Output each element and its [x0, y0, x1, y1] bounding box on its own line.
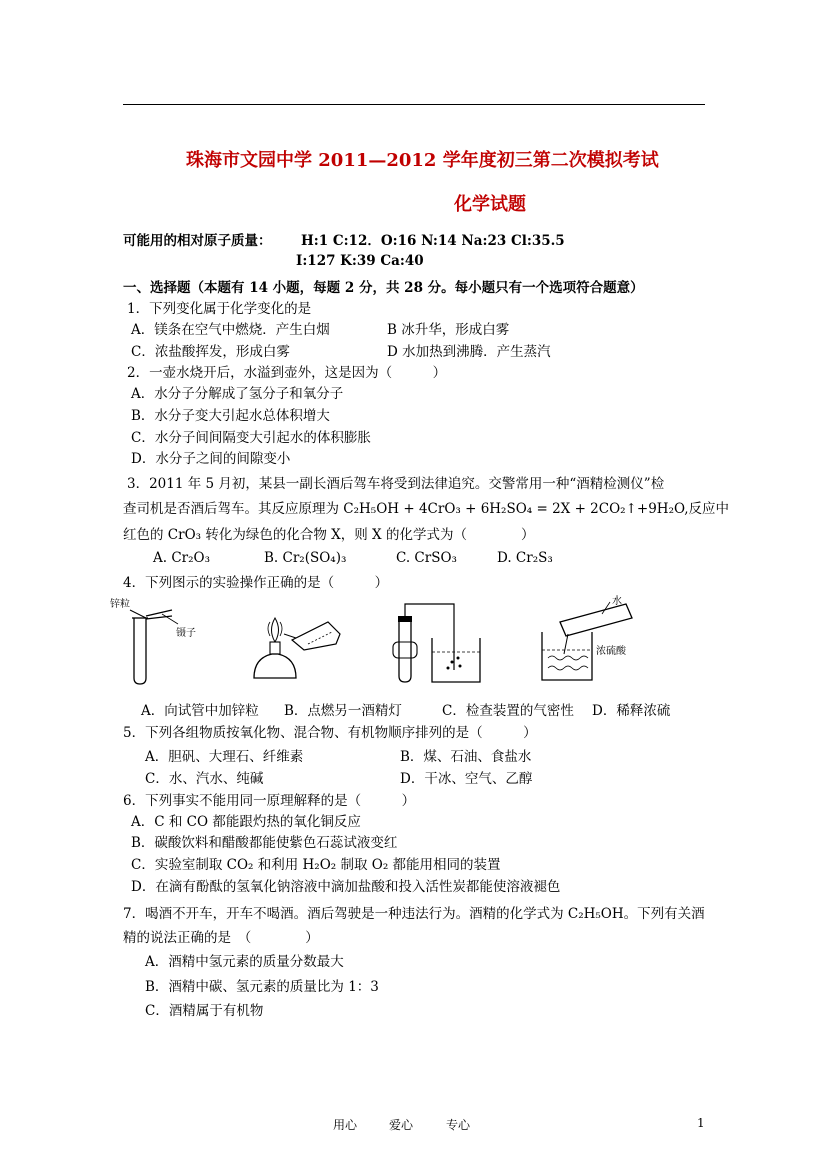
figure-d-dilute-acid — [528, 594, 668, 688]
q2-option-c: C．水分子间间隔变大引起水的体积膨胀 — [131, 430, 371, 446]
q7-line2: 精的说法正确的是 （ ） — [123, 930, 319, 946]
q6-option-a: A．C 和 CO 都能跟灼热的氧化铜反应 — [131, 814, 361, 830]
q1-option-a: A．镁条在空气中燃烧．产生白烟 — [131, 322, 330, 338]
atomic-mass-line2: I:127 K:39 Ca:40 — [296, 253, 424, 269]
header-rule — [123, 104, 705, 105]
atomic-mass-line1: H:1 C:12．O:16 N:14 Na:23 Cl:35.5 — [301, 233, 565, 249]
q3-option-b: B. Cr₂(SO₄)₃ — [264, 550, 347, 566]
tweezers-label: 镊子 — [176, 628, 196, 639]
q5-option-d: D．干冰、空气、乙醇 — [400, 771, 533, 787]
q4-option-a: A．向试管中加锌粒 — [141, 703, 259, 719]
q4-option-b: B．点燃另一酒精灯 — [284, 703, 402, 719]
figure-a-zinc-tube — [110, 596, 210, 688]
q4-stem: 4．下列图示的实验操作正确的是（ ） — [123, 575, 389, 591]
zinc-label: 锌粒 — [110, 599, 130, 610]
exam-title: 珠海市文园中学 2011—2012 学年度初三第二次模拟考试 — [186, 150, 659, 171]
q1-stem: 1．下列变化属于化学变化的是 — [127, 301, 312, 317]
q6-option-d: D．在滴有酚酞的氢氧化钠溶液中滴加盐酸和投入活性炭都能使溶液褪色 — [131, 879, 561, 895]
q7-option-b: B．酒精中碳、氢元素的质量比为 1：3 — [145, 979, 379, 995]
q2-option-b: B．水分子变大引起水总体积增大 — [131, 408, 330, 424]
footer-slogan-2: 爱心 — [389, 1118, 414, 1132]
q1-option-d: D 水加热到沸腾．产生蒸汽 — [387, 344, 551, 360]
q3-line3: 红色的 CrO₃ 转化为绿色的化合物 X，则 X 的化学式为（ ） — [123, 527, 535, 543]
q7-option-a: A．酒精中氢元素的质量分数最大 — [145, 954, 344, 970]
footer-slogan-1: 用心 — [333, 1118, 358, 1132]
q1-option-b: B 冰升华，形成白雾 — [387, 322, 510, 338]
q4-option-d: D．稀释浓硫 — [592, 703, 671, 719]
q7-option-c: C．酒精属于有机物 — [145, 1003, 264, 1019]
figure-b-alcohol-lamps — [248, 600, 348, 688]
q3-line1: 3．2011 年 5 月初，某县一副长酒后驾车将受到法律追究。交警常用一种“酒精检测仪”检 — [127, 476, 665, 492]
q2-option-a: A．水分子分解成了氢分子和氧分子 — [131, 386, 344, 402]
q3-option-d: D. Cr₂S₃ — [497, 550, 553, 566]
q3-line2: 查司机是否酒后驾车。其反应原理为 C₂H₅OH + 4CrO₃ + 6H₂SO₄ = 2X + 2CO₂↑+9H₂O,反应中 — [123, 501, 730, 517]
water-label: 水 — [612, 596, 622, 607]
q5-option-a: A．胆矾、大理石、纤维素 — [145, 749, 304, 765]
q7-line1: 7．喝酒不开车，开车不喝酒。酒后驾驶是一种违法行为。酒精的化学式为 C₂H₅OH。下列有关酒 — [123, 906, 705, 922]
q5-option-b: B．煤、石油、食盐水 — [400, 749, 532, 765]
q4-option-c: C．检查装置的气密性 — [442, 703, 574, 719]
footer-slogan-3: 专心 — [446, 1118, 471, 1132]
q6-stem: 6．下列事实不能用同一原理解释的是（ ） — [123, 793, 416, 809]
figure-c-airtight-check — [388, 598, 488, 688]
q1-option-c: C．浓盐酸挥发，形成白雾 — [131, 344, 290, 360]
acid-label: 浓硫酸 — [596, 646, 626, 657]
q2-option-d: D．水分子之间的间隙变小 — [131, 451, 291, 467]
q6-option-c: C．实验室制取 CO₂ 和利用 H₂O₂ 制取 O₂ 都能用相同的装置 — [131, 857, 501, 873]
q6-option-b: B．碳酸饮料和醋酸都能使紫色石蕊试液变红 — [131, 835, 398, 851]
q5-stem: 5．下列各组物质按氧化物、混合物、有机物顺序排列的是（ ） — [123, 725, 537, 741]
q2-stem: 2．一壶水烧开后，水溢到壶外，这是因为（ ） — [127, 365, 447, 381]
section-heading: 一、选择题（本题有 14 小题，每题 2 分，共 28 分。每小题只有一个选项符合题意） — [123, 280, 644, 296]
q5-option-c: C．水、汽水、纯碱 — [145, 771, 264, 787]
q3-option-c: C. CrSO₃ — [396, 550, 457, 566]
atomic-mass-label: 可能用的相对原子质量： — [123, 233, 272, 249]
q3-option-a: A. Cr₂O₃ — [153, 550, 211, 566]
exam-subtitle: 化学试题 — [454, 194, 526, 215]
page-number: 1 — [697, 1116, 705, 1130]
